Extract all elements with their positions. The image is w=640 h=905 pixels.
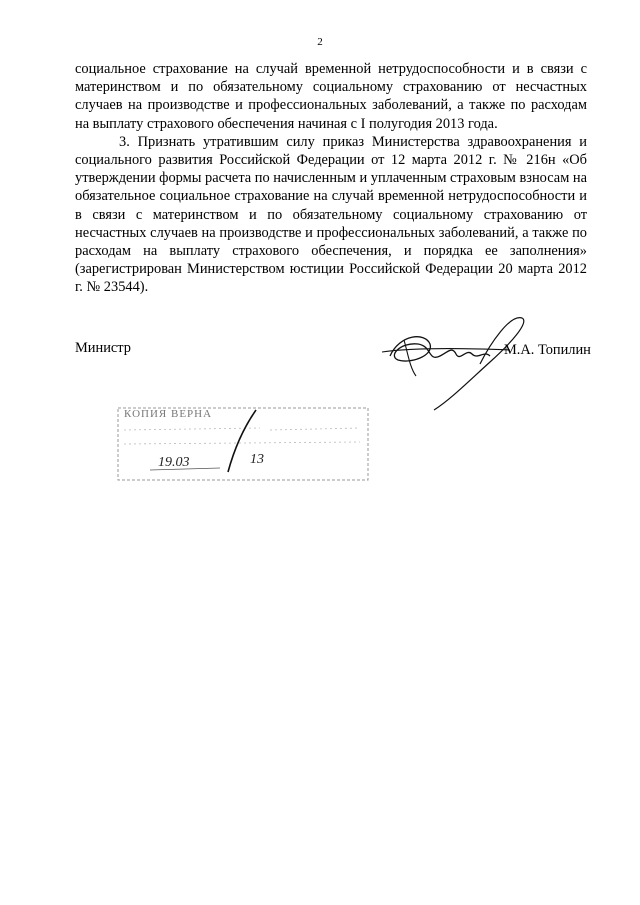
paragraph-continuation: социальное страхование на случай временной нетрудоспособности и в связи с материнством и по обязательному социальному страхованию от несчастных случаев на производстве и профессиональных заболеваний, а также по расходам на выплату страхового обеспечения начиная с I полугодия 2013 года. [75,61,587,132]
stamp-date: 19.03 [158,455,190,470]
stamp-title: КОПИЯ ВЕРНА [124,408,213,420]
page-number: 2 [317,36,323,48]
handwritten-signature [370,304,530,414]
document-body [75,60,587,297]
paragraph-item-3: 3. Признать утратившим силу приказ Министерства здравоохранения и социального развития Российской Федерации от 12 марта 2012 г. № 216н «Об утверждении формы расчета по начисленным и уплаченным страховым взносам на обязательное социальное страхование на случай временной нетрудоспособности и в связи с материнством и по обязательному социальному страхованию от несчастных случаев на производстве и профессиональных заболеваний, а также по расходам на выплату страхового обеспечения, и порядка ее заполнения» (зарегистрирован Министерством юстиции Российской Федерации 20 марта 2012 г. № 23544). [75,133,587,296]
signatory-name: М.А. Топилин [504,342,591,358]
stamp-number: 13 [250,452,264,467]
signatory-title: Министр [75,340,131,356]
